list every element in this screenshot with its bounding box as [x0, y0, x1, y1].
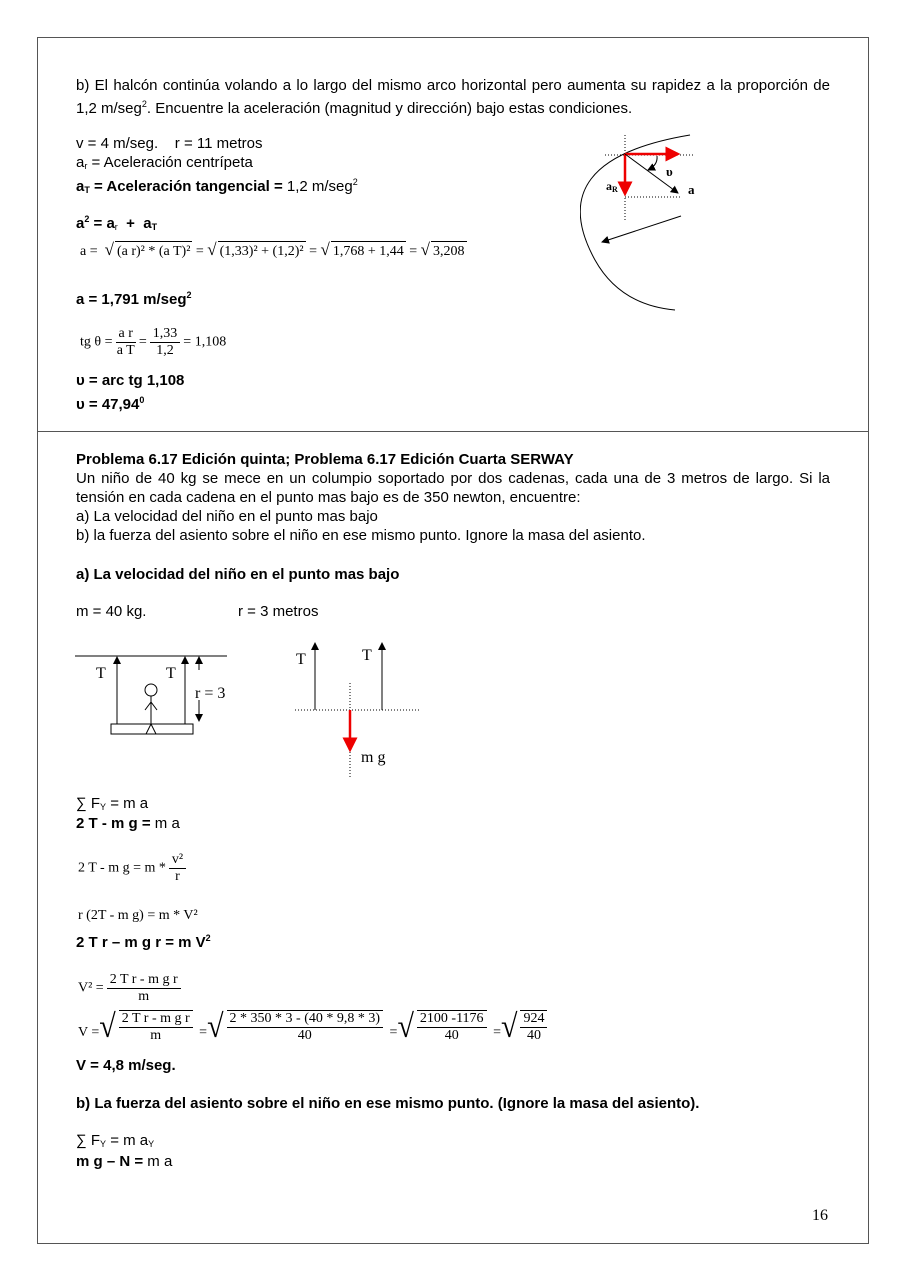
v-solution-equation: V = √ $\frac{\text{2 T r - m g r}}{m}$ = √ $\frac{2 * 350 * 3 - (40 * 9,8 * 3)}{40}$ = √ $\frac{2100 -1176}{40}$ = √ $\frac{924}{40}$	[78, 1010, 550, 1044]
v-squared-equation: V² = $\frac{\text{2 T r - m g r}}{m}$	[78, 972, 184, 1005]
angle-result: $\upsilon = 47,94^0$	[76, 395, 145, 413]
normal-force-equation: m g – N = m a	[76, 1153, 173, 1170]
radius-label: r = 3	[195, 685, 226, 702]
tangent-formula: tg θ = $\frac{\text{a r}}{\text{a T}}$ = $\frac{1,33}{1,2}$ = 1,108	[80, 326, 227, 358]
weight-label: m g	[361, 749, 386, 766]
section-divider	[37, 431, 868, 432]
fbd-tension-label-left: T	[296, 651, 306, 668]
problem-title: Problema 6.17 Edición quinta; Problema 6.17 Edición Cuarta SERWAY	[76, 451, 574, 468]
angle-arc-arrow	[648, 156, 657, 170]
radius-arrow	[602, 216, 681, 242]
given-values: v = 4 m/seg. r = 11 metros	[76, 135, 263, 152]
radius-value: r = 3 metros	[238, 603, 319, 620]
a-result: a = 1,791 m/seg$^2$	[76, 290, 192, 308]
angle-arctan: υ = arc tg 1,108	[76, 372, 185, 389]
acceleration-diagram	[580, 120, 730, 320]
a-label: a	[688, 182, 695, 197]
ar-definition: $a_r$ = Aceleración centrípeta	[76, 154, 253, 171]
upsilon-label: υ	[666, 164, 673, 179]
problem-statement: Un niño de 40 kg se mece en un columpio soportado por dos cadenas, cada una de 3 metros de largo. Si la tensión en cada cadena en el punto mas bajo es de 350 newton, encuentre:	[76, 470, 830, 506]
fbd-tension-label-right: T	[362, 647, 372, 664]
a-magnitude-formula: a = √ (a r)² * (a T)² = √ (1,33)² + (1,2)² = √ 1,768 + 1,44 = √ 3,208	[80, 240, 465, 259]
sum-forces-equation: ∑ $F_Y = m$ a	[76, 795, 149, 812]
page-number: 16	[812, 1207, 828, 1224]
part-b-intro: b) El halcón continúa volando a lo largo del mismo arco horizontal pero aumenta su rapidez a la proporción de 1,2 m/seg$^2$. Encuentre la aceleración (magnitud y dirección) bajo estas condiciones.	[76, 77, 830, 117]
expanded-equation: 2 T r – m g r = m $V^2$	[76, 933, 211, 951]
mass-value: m = 40 kg.	[76, 603, 147, 620]
centripetal-equation: 2 T - m g = m * $\frac{\text{v²}}{r}$	[78, 852, 189, 885]
aR-label: aR	[606, 179, 618, 194]
tension-label-left: T	[96, 665, 106, 682]
rearranged-equation: r (2T - m g) = m * V²	[78, 908, 198, 923]
swing-diagrams	[70, 640, 430, 780]
at-definition: $a_T$ = Aceleración tangencial = 1,2 m/seg$^2$	[76, 177, 358, 195]
problem-item-b: b) la fuerza del asiento sobre el niño en ese mismo punto. Ignore la masa del asiento.	[76, 527, 646, 544]
tension-label-right: T	[166, 665, 176, 682]
newton-equation: 2 T - m g = m a	[76, 815, 180, 832]
section-a-heading: a) La velocidad del niño en el punto mas bajo	[76, 566, 400, 583]
section-b-heading: b) La fuerza del asiento sobre el niño en ese mismo punto. (Ignore la masa del asiento).	[76, 1095, 700, 1112]
sum-forces-b: ∑ $F_Y = m$ $a_Y$	[76, 1132, 155, 1149]
problem-item-a: a) La velocidad del niño en el punto mas bajo	[76, 508, 378, 525]
child-figure	[145, 684, 157, 734]
a-squared-equation: $a^2 = a_r + a_T$	[76, 214, 158, 232]
velocity-result: V = 4,8 m/seg.	[76, 1057, 176, 1074]
